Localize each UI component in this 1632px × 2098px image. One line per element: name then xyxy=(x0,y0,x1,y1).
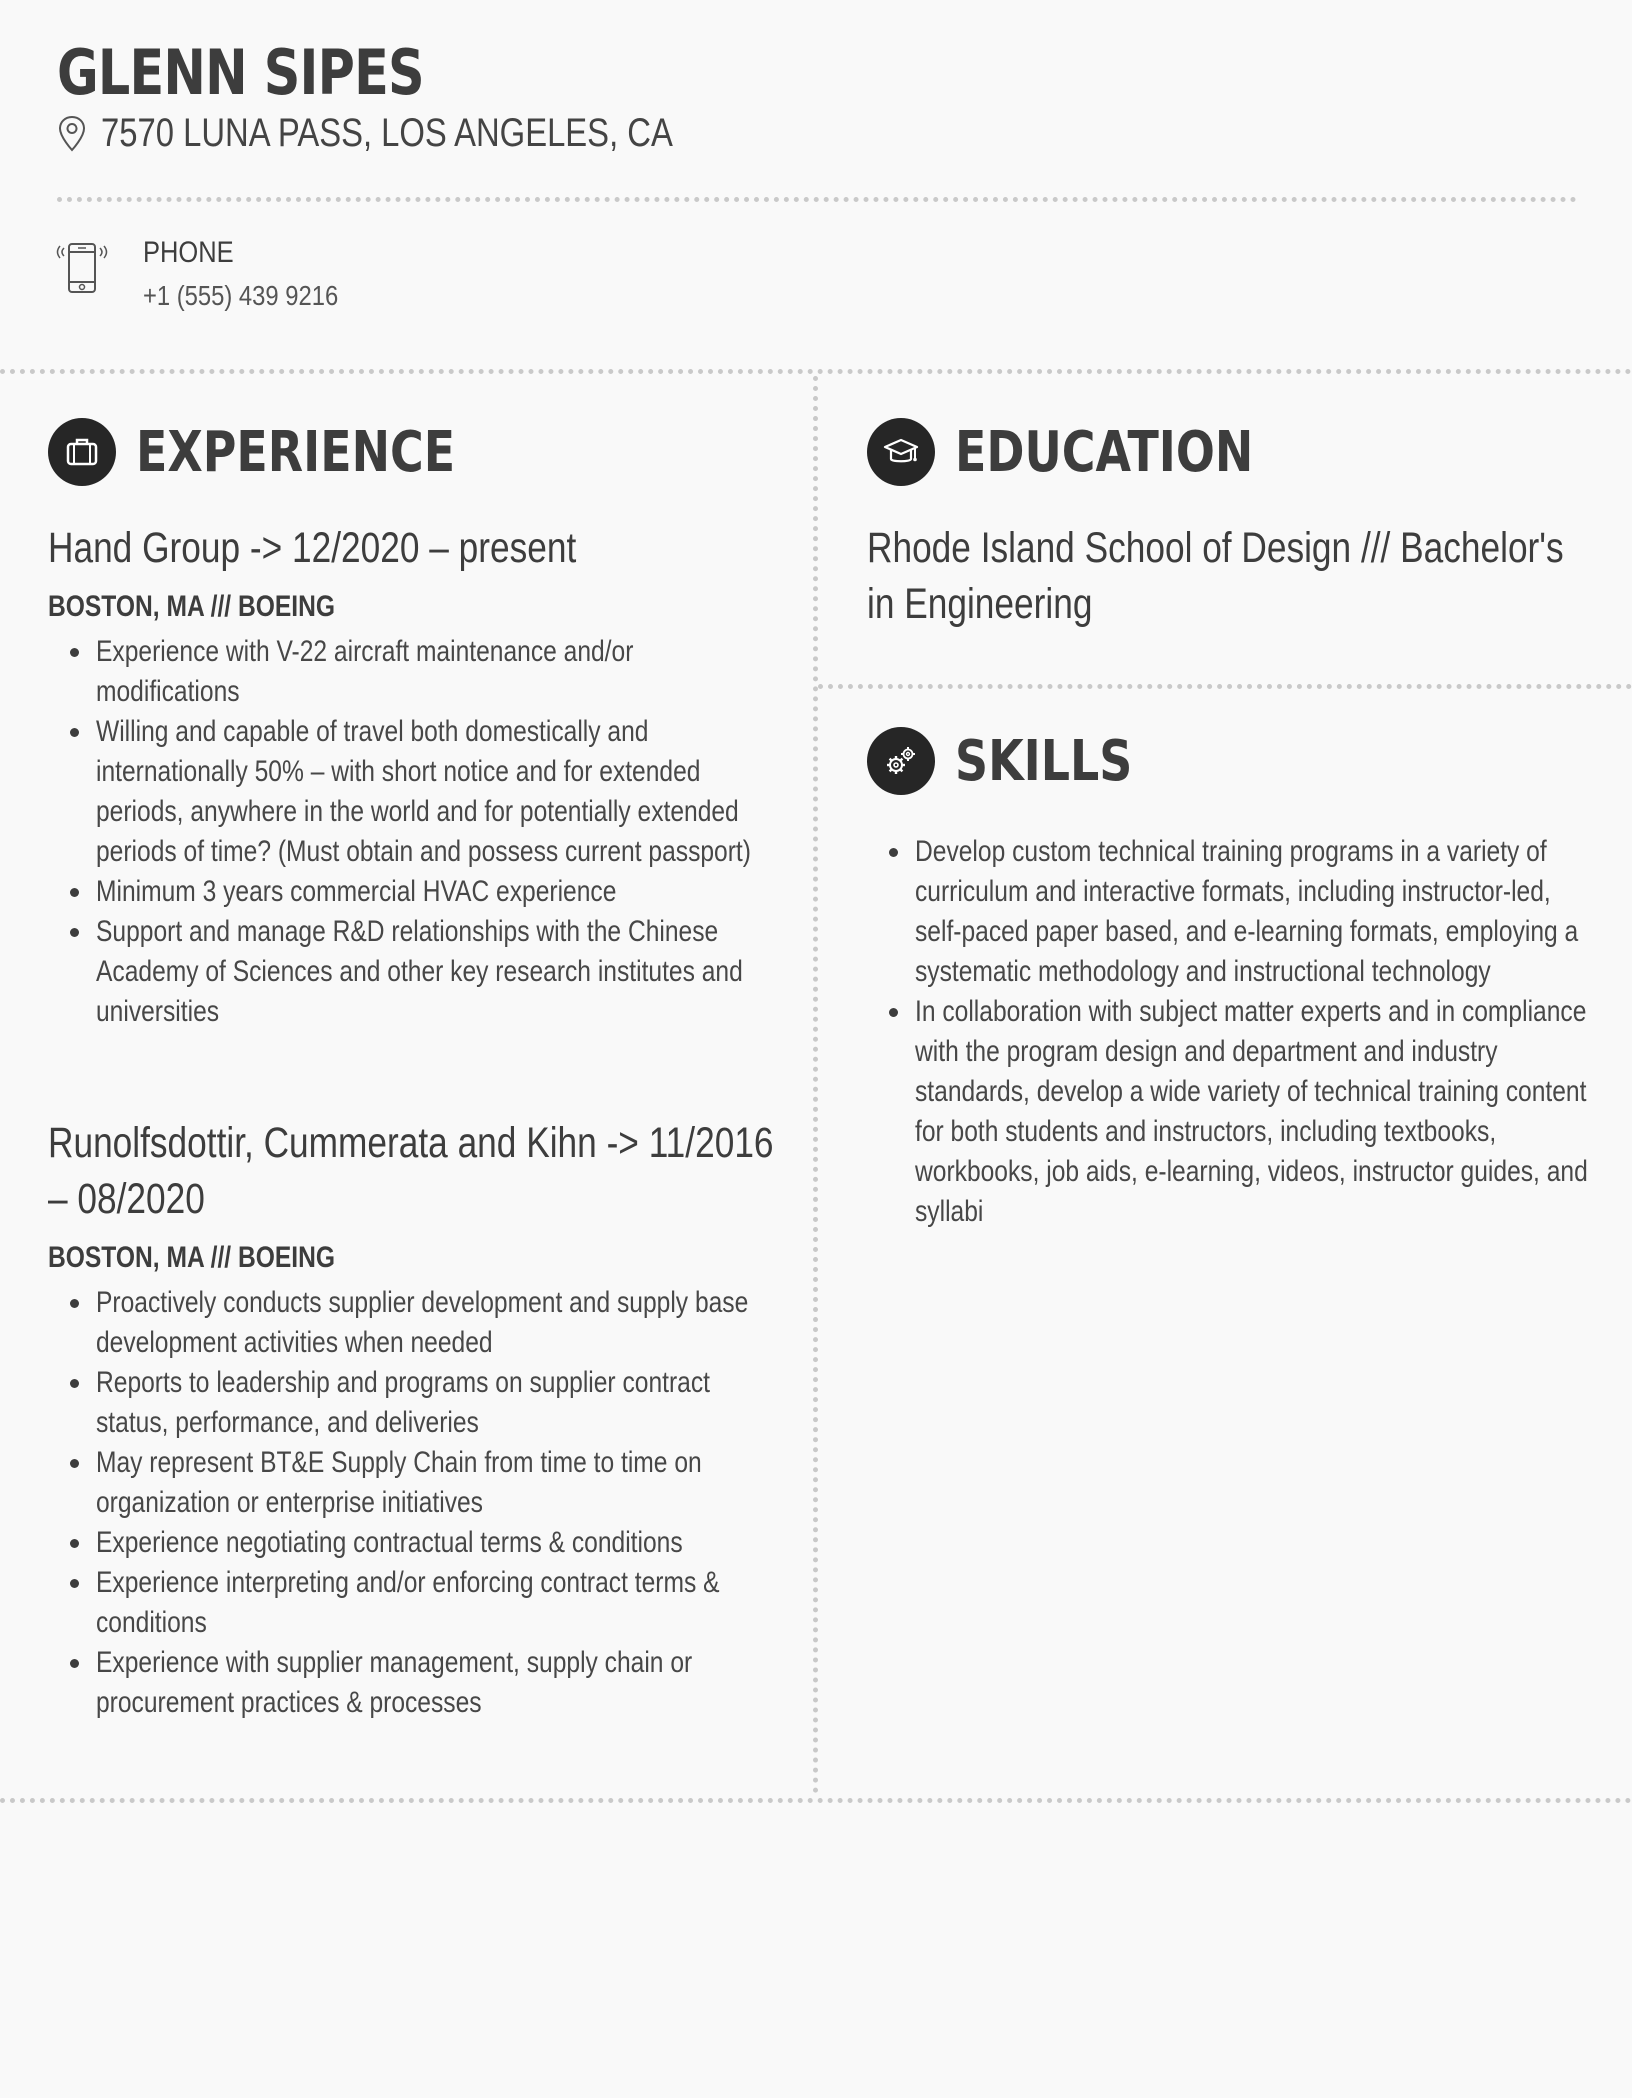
job-title: Runolfsdottir, Cummerata and Kihn -> 11/2016 – 08/2020 xyxy=(48,1119,774,1223)
list-item: Experience with V-22 aircraft maintenance and/or modifications xyxy=(96,632,778,712)
job-entry xyxy=(48,520,778,1032)
skills-bullets xyxy=(867,832,1597,1232)
list-item: Minimum 3 years commercial HVAC experience xyxy=(96,872,778,912)
gears-icon xyxy=(867,727,935,795)
job-location-company: BOSTON, MA /// BOEING xyxy=(48,1241,336,1274)
candidate-address: 7570 LUNA PASS, LOS ANGELES, CA xyxy=(101,111,673,155)
list-item: Experience negotiating contractual terms & conditions xyxy=(96,1523,778,1563)
job-location-company: BOSTON, MA /// BOEING xyxy=(48,590,336,623)
column-divider xyxy=(813,376,818,1794)
section-divider-bottom xyxy=(0,1798,1632,1803)
skills-list xyxy=(867,832,1597,1232)
address-row xyxy=(57,111,1577,156)
graduation-cap-icon xyxy=(867,418,935,486)
header-divider xyxy=(57,197,1577,202)
phone-icon xyxy=(55,236,109,300)
education-entry xyxy=(867,520,1587,632)
education-heading xyxy=(867,418,1319,486)
phone-number: +1 (555) 439 9216 xyxy=(143,280,339,311)
experience-heading xyxy=(48,418,525,486)
briefcase-icon xyxy=(48,418,116,486)
education-title: EDUCATION xyxy=(955,419,1254,485)
list-item: Proactively conducts supplier development and supply base development activities when needed xyxy=(96,1283,778,1363)
list-item: In collaboration with subject matter experts and in compliance with the program design and department and industry standards, develop a wide variety of technical training content for both students and instructors, including textbooks, workbooks, job aids, e-learning, videos, instructor guides, and syllabi xyxy=(915,992,1597,1232)
list-item: Experience interpreting and/or enforcing contract terms & conditions xyxy=(96,1563,778,1643)
job-title: Hand Group -> 12/2020 – present xyxy=(48,524,577,572)
list-item: Reports to leadership and programs on supplier contract status, performance, and deliveries xyxy=(96,1363,778,1443)
list-item: Willing and capable of travel both domestically and internationally 50% – with short notice and for extended periods, anywhere in the world and for potentially extended periods of time? (Must obtain and possess current passport) xyxy=(96,712,778,872)
skills-heading xyxy=(867,727,1171,795)
experience-title: EXPERIENCE xyxy=(136,419,456,485)
map-pin-icon xyxy=(57,115,87,153)
resume-header xyxy=(57,36,1577,156)
list-item: Develop custom technical training programs in a variety of curriculum and interactive formats, including instructor-led, self-paced paper based, and e-learning formats, employing a systematic methodology and instructional technology xyxy=(915,832,1597,992)
contact-text xyxy=(143,236,373,312)
contact-phone xyxy=(55,236,373,312)
candidate-name: GLENN SIPES xyxy=(57,36,424,109)
list-item: May represent BT&E Supply Chain from time to time on organization or enterprise initiatives xyxy=(96,1443,778,1523)
education-skills-divider xyxy=(818,684,1632,689)
contact-label: PHONE xyxy=(143,236,234,269)
list-item: Support and manage R&D relationships with the Chinese Academy of Sciences and other key research institutes and universities xyxy=(96,912,778,1032)
job-bullets xyxy=(48,1283,778,1723)
job-entry xyxy=(48,1115,778,1723)
skills-title: SKILLS xyxy=(955,728,1133,794)
list-item: Experience with supplier management, supply chain or procurement practices & processes xyxy=(96,1643,778,1723)
section-divider-top xyxy=(0,369,1632,374)
degree-line: Rhode Island School of Design /// Bachelor's in Engineering xyxy=(867,524,1564,628)
job-bullets xyxy=(48,632,778,1032)
